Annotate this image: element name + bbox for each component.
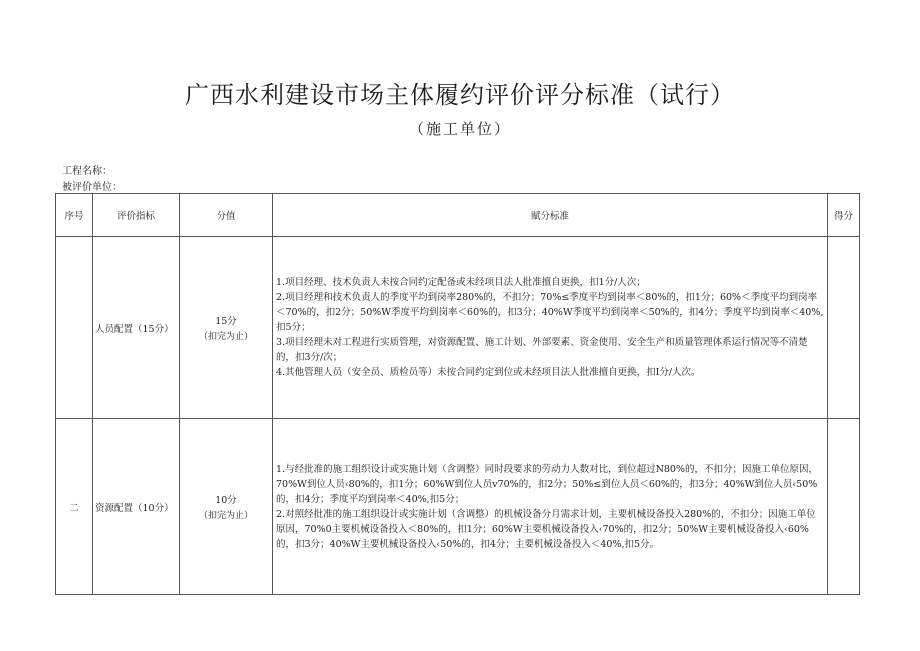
criteria-item: 2.对照经批准的施工组织设计或实施计划（含调整）的机械设备分月需求计划，主要机械设备投入280%的，不扣分；因施工单位原因，70%0主要机械设备投入＜80%的，扣1分；60%W主要机械设备投入‹70%的，扣2分；50%W主要机械设备投入‹60%的，扣3分；40%W主要机械设备投入‹50%的，扣4分；主要机械设备投入＜40%,扣5分。 bbox=[276, 508, 816, 550]
criteria-item: 3.项目经理未对工程进行实质管理，对资源配置、施工计划、外部要素、资金使用、安全生产和质量管理体系运行情况等不清楚的，扣3分/次； bbox=[276, 337, 808, 363]
page-subtitle: （施工单位） bbox=[408, 120, 511, 138]
row-score-cell bbox=[180, 419, 273, 595]
header-points: 得分 bbox=[828, 194, 860, 237]
row-score-note: （扣完为止） bbox=[198, 511, 253, 521]
criteria-item: 1.与经批准的施工组织设计或实施计划（含调整）同时段要求的劳动力人数对比，到位超过N80%的，不扣分；因施工单位原因，70%W到位人员‹80%的，扣1分；60%W到位人员v70%的，扣2分；50%≤到位人员＜60%的，扣3分；40%W到位人员‹50%的，扣4分；季度平均到岗率＜40%,扣5分； bbox=[276, 463, 818, 505]
header-criteria: 赋分标准 bbox=[273, 194, 828, 237]
page-title: 广西水利建设市场主体履约评价评分标准（试行） bbox=[185, 81, 735, 109]
row-indicator: 资源配置（10分） bbox=[93, 419, 180, 595]
row-score: 15分 bbox=[215, 316, 237, 327]
criteria-item: 2.项目经理和技术负责人的季度平均到岗率280%的，不扣分；70%≤季度平均到岗率＜80%的，扣1分；60%＜季度平均到岗率＜70%的，扣2分；50%W季度平均到岗率＜60%的，扣3分；40%W季度平均到岗率＜50%的，扣4分；季度平均到岗率＜40%,扣5分； bbox=[276, 292, 824, 333]
row-score-cell bbox=[180, 237, 273, 419]
row-points bbox=[828, 237, 860, 419]
scoring-table bbox=[55, 193, 860, 595]
table-row bbox=[56, 237, 860, 419]
row-indicator: 人员配置（15分） bbox=[93, 237, 180, 419]
evaluated-unit-label: 被评价单位： bbox=[62, 182, 122, 193]
table-header-row bbox=[56, 194, 860, 237]
header-score: 分值 bbox=[180, 194, 273, 237]
header-indicator: 评价指标 bbox=[93, 194, 180, 237]
table-row bbox=[56, 419, 860, 595]
criteria-item: 4.其他管理人员（安全员、质检员等）未按合同约定到位或未经项目法人批准擅自更换，扣I分/人次。 bbox=[276, 367, 701, 378]
criteria-item: 1.项目经理、技术负责人未按合同约定配备或未经项目法人批准擅自更换，扣1分/人次； bbox=[276, 277, 646, 288]
row-seq: 二 bbox=[56, 419, 93, 595]
row-criteria bbox=[273, 237, 828, 419]
row-score: 10分 bbox=[215, 495, 237, 506]
row-seq bbox=[56, 237, 93, 419]
row-score-note: （扣完为止） bbox=[198, 332, 253, 342]
row-criteria bbox=[273, 419, 828, 595]
project-name-label: 工程名称： bbox=[62, 166, 112, 177]
row-points bbox=[828, 419, 860, 595]
header-seq: 序号 bbox=[56, 194, 93, 237]
